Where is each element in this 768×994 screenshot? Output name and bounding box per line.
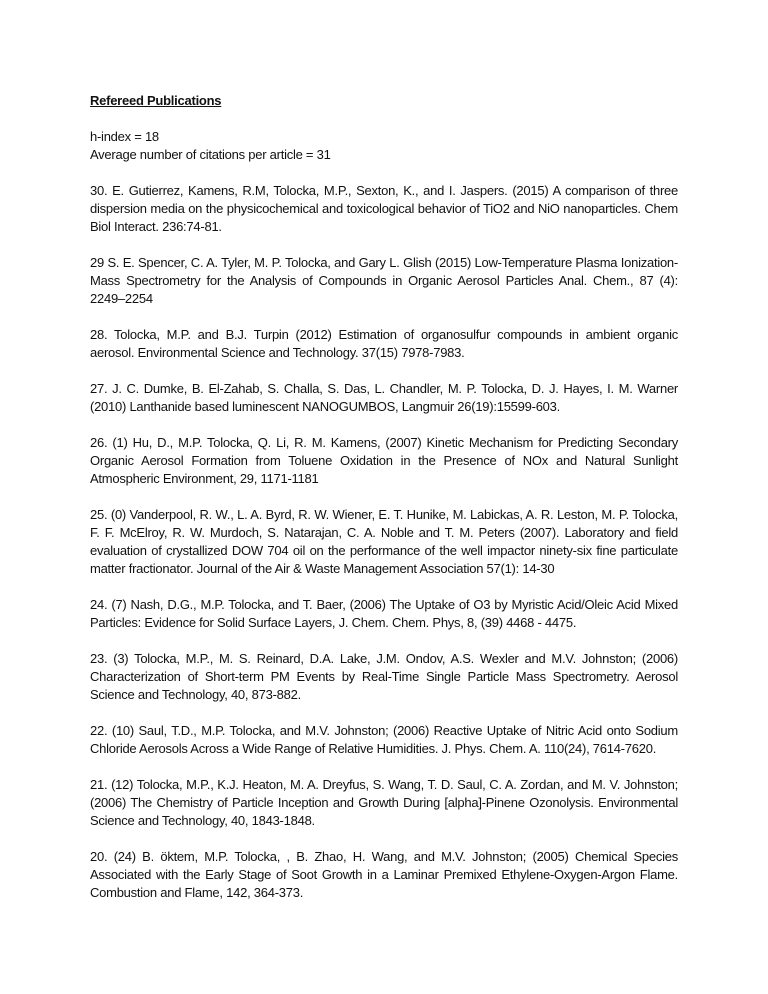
average-citations: Average number of citations per article = 31 <box>90 147 331 162</box>
publication-entry: 26. (1) Hu, D., M.P. Tolocka, Q. Li, R. M. Kamens, (2007) Kinetic Mechanism for Predicting Secondary Organic Aerosol Formation from Toluene Oxidation in the Presence of NOx and Natural Sunlight Atmospheric Environment, 29, 1171-1181 <box>90 435 678 486</box>
citation-metrics <box>90 128 678 164</box>
publication-list <box>90 182 678 902</box>
publication-entry: 30. E. Gutierrez, Kamens, R.M, Tolocka, M.P., Sexton, K., and I. Jaspers. (2015) A comparison of three dispersion media on the physicochemical and toxicological behavior of TiO2 and NiO nanoparticles. Chem Biol Interact. 236:74-81. <box>90 183 678 234</box>
publication-entry: 23. (3) Tolocka, M.P., M. S. Reinard, D.A. Lake, J.M. Ondov, A.S. Wexler and M.V. Johnston; (2006) Characterization of Short-term PM Events by Real-Time Single Particle Mass Spectrometry. Aerosol Science and Technology, 40, 873-882. <box>90 651 678 702</box>
publication-entry: 20. (24) B. öktem, M.P. Tolocka, , B. Zhao, H. Wang, and M.V. Johnston; (2005) Chemical Species Associated with the Early Stage of Soot Growth in a Laminar Premixed Ethylene-Oxygen-Argon Flame. Combustion and Flame, 142, 364-373. <box>90 849 678 900</box>
publication-entry: 21. (12) Tolocka, M.P., K.J. Heaton, M. A. Dreyfus, S. Wang, T. D. Saul, C. A. Zordan, and M. V. Johnston; (2006) The Chemistry of Particle Inception and Growth During [alpha]-Pinene Ozonolysis. Environmental Science and Technology, 40, 1843-1848. <box>90 777 678 828</box>
publication-entry: 27. J. C. Dumke, B. El-Zahab, S. Challa, S. Das, L. Chandler, M. P. Tolocka, D. J. Hayes, I. M. Warner (2010) Lanthanide based luminescent NANOGUMBOS, Langmuir 26(19):15599-603. <box>90 381 678 414</box>
publication-entry: 29 S. E. Spencer, C. A. Tyler, M. P. Tolocka, and Gary L. Glish (2015) Low-Temperature Plasma Ionization-Mass Spectrometry for the Analysis of Compounds in Organic Aerosol Particles Anal. Chem., 87 (4): 2249–2254 <box>90 255 678 306</box>
publication-entry: 25. (0) Vanderpool, R. W., L. A. Byrd, R. W. Wiener, E. T. Hunike, M. Labickas, A. R. Leston, M. P. Tolocka, F. F. McElroy, R. W. Murdoch, S. Natarajan, C. A. Noble and T. M. Peters (2007). Laboratory and field evaluation of crystallized DOW 704 oil on the performance of the well impactor ninety-six fine particulate matter fractionator. Journal of the Air & Waste Management Association 57(1): 14-30 <box>90 507 678 576</box>
section-title: Refereed Publications <box>90 93 222 108</box>
publication-entry: 24. (7) Nash, D.G., M.P. Tolocka, and T. Baer, (2006) The Uptake of O3 by Myristic Acid/Oleic Acid Mixed Particles: Evidence for Solid Surface Layers, J. Chem. Chem. Phys, 8, (39) 4468 - 4475. <box>90 597 678 630</box>
document-page <box>90 92 678 920</box>
publication-entry: 22. (10) Saul, T.D., M.P. Tolocka, and M.V. Johnston; (2006) Reactive Uptake of Nitric Acid onto Sodium Chloride Aerosols Across a Wide Range of Relative Humidities. J. Phys. Chem. A. 110(24), 7614-7620. <box>90 723 678 756</box>
h-index: h-index = 18 <box>90 129 159 144</box>
publication-entry: 28. Tolocka, M.P. and B.J. Turpin (2012) Estimation of organosulfur compounds in ambient organic aerosol. Environmental Science and Technology. 37(15) 7978-7983. <box>90 327 678 360</box>
